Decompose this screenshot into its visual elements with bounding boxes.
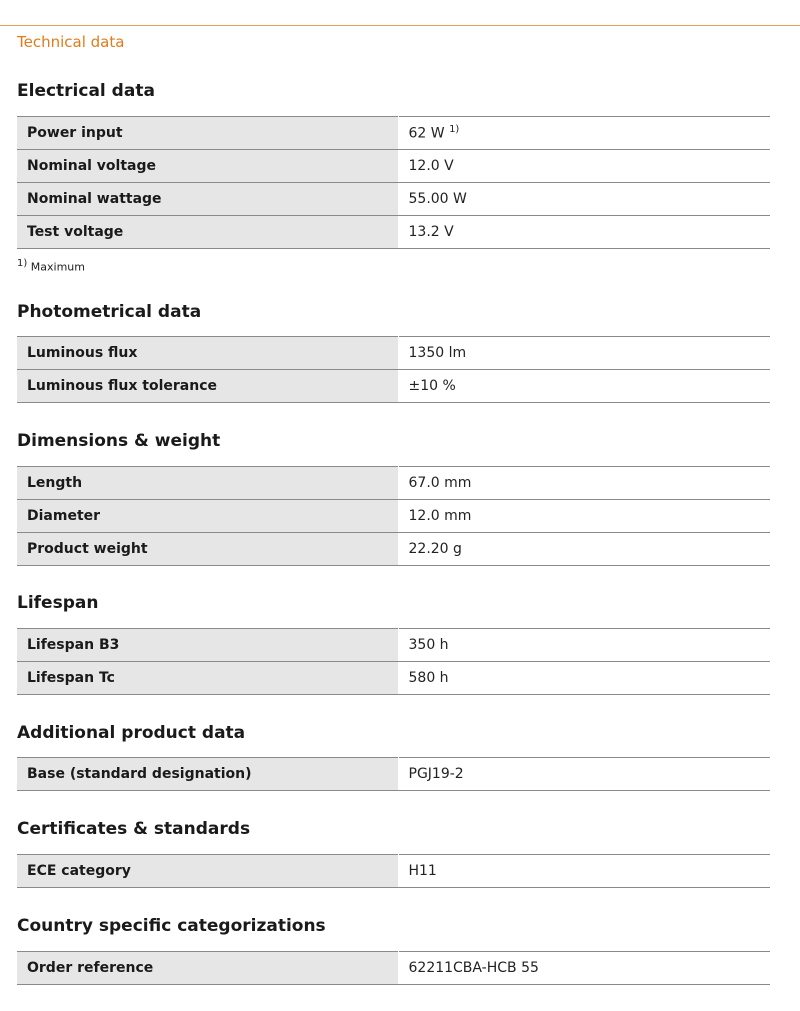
row-label: Test voltage xyxy=(17,216,398,249)
row-value: 62211CBA-HCB 55 xyxy=(398,952,770,985)
row-value: 1350 lm xyxy=(398,337,770,370)
table-row xyxy=(17,758,770,791)
row-label: Luminous flux tolerance xyxy=(17,370,398,403)
section-title: Dimensions & weight xyxy=(17,431,221,451)
section-title: Lifespan xyxy=(17,593,99,613)
table-row xyxy=(17,183,770,216)
spec-table xyxy=(17,951,770,985)
row-label: Order reference xyxy=(17,952,398,985)
spec-table xyxy=(17,336,770,403)
row-label: Diameter xyxy=(17,500,398,533)
spec-table xyxy=(17,466,770,566)
row-value: 55.00 W xyxy=(398,183,770,216)
row-label: Base (standard designation) xyxy=(17,758,398,791)
table-row xyxy=(17,533,770,566)
table-row xyxy=(17,216,770,249)
row-value: 62 W xyxy=(408,125,445,142)
section-dimensions-weight xyxy=(17,430,770,557)
section-additional-product-data xyxy=(17,722,770,782)
row-label: Product weight xyxy=(17,533,398,566)
spec-table xyxy=(17,757,770,791)
footnote-mark: 1) xyxy=(17,258,28,269)
table-row xyxy=(17,117,770,150)
footnote-ref: 1) xyxy=(449,124,460,136)
section-title: Electrical data xyxy=(17,81,155,101)
row-value: 12.0 V xyxy=(398,150,770,183)
section-photometrical-data xyxy=(17,301,770,394)
table-row xyxy=(17,855,770,888)
table-row xyxy=(17,370,770,403)
row-label: Luminous flux xyxy=(17,337,398,370)
row-label: Power input xyxy=(17,117,398,150)
section-certificates-standards xyxy=(17,818,770,879)
table-row xyxy=(17,952,770,985)
section-title: Additional product data xyxy=(17,723,246,743)
section-country-specific-categorizations xyxy=(17,915,770,976)
spec-table xyxy=(17,628,770,695)
table-row xyxy=(17,467,770,500)
section-electrical-data xyxy=(17,80,770,274)
row-value: 12.0 mm xyxy=(398,500,770,533)
table-row xyxy=(17,500,770,533)
row-value: 350 h xyxy=(398,629,770,662)
section-title: Certificates & standards xyxy=(17,819,251,839)
row-value-cell xyxy=(398,117,770,150)
footnote-text: Maximum xyxy=(30,260,85,274)
page-title: Technical data xyxy=(17,33,125,51)
row-value: 580 h xyxy=(398,662,770,695)
row-label: Length xyxy=(17,467,398,500)
section-title: Photometrical data xyxy=(17,302,202,322)
section-title: Country specific categorizations xyxy=(17,916,326,936)
table-row xyxy=(17,150,770,183)
spec-table xyxy=(17,854,770,888)
section-lifespan xyxy=(17,592,770,686)
row-label: Nominal wattage xyxy=(17,183,398,216)
row-value: PGJ19-2 xyxy=(398,758,770,791)
row-label: Nominal voltage xyxy=(17,150,398,183)
row-value: 22.20 g xyxy=(398,533,770,566)
row-label: Lifespan B3 xyxy=(17,629,398,662)
row-value: 13.2 V xyxy=(398,216,770,249)
row-label: Lifespan Tc xyxy=(17,662,398,695)
row-value: ±10 % xyxy=(398,370,770,403)
table-row xyxy=(17,629,770,662)
row-label: ECE category xyxy=(17,855,398,888)
spec-table xyxy=(17,116,770,249)
top-divider xyxy=(0,25,800,26)
row-value: H11 xyxy=(398,855,770,888)
row-value: 67.0 mm xyxy=(398,467,770,500)
table-row xyxy=(17,337,770,370)
footnote xyxy=(17,258,85,274)
table-row xyxy=(17,662,770,695)
